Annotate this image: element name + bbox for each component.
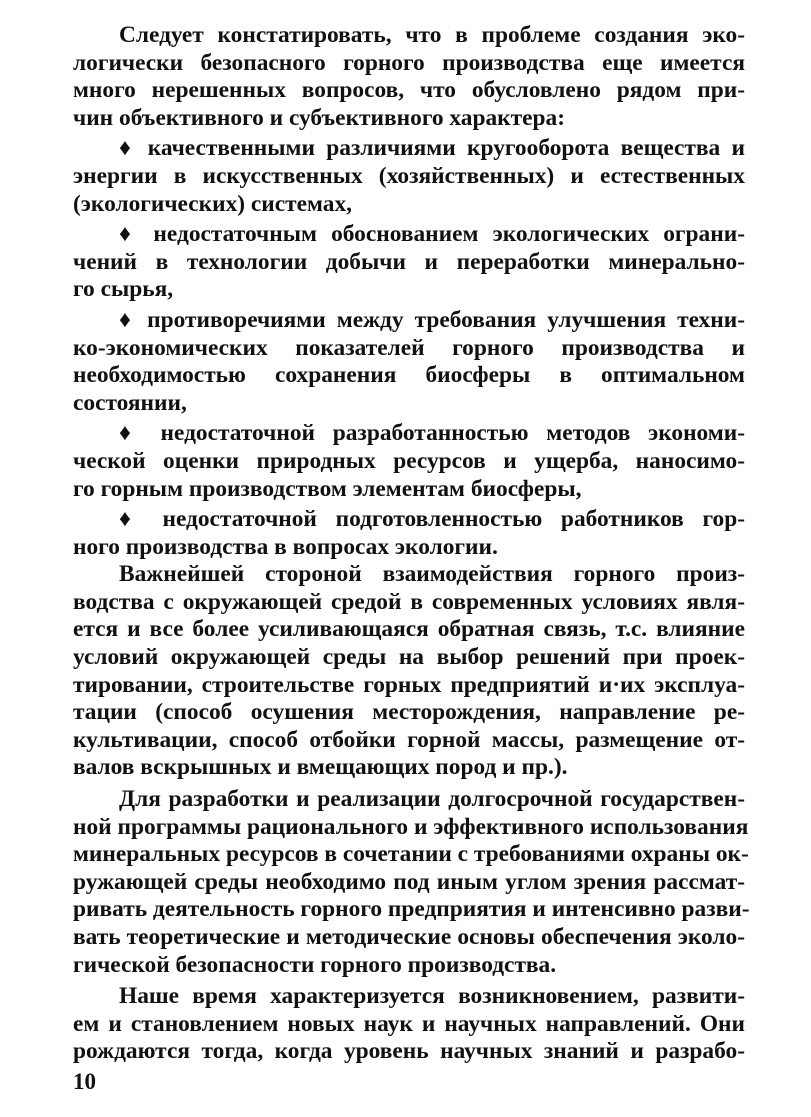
text-line: вать теоретические и методические основы обеспечения эколо- xyxy=(73,924,745,950)
text-line: условий окружающей среды на выбор решений при проек- xyxy=(73,644,745,671)
text-line: ружающей среды необходимо под иным углом зрения рассмат- xyxy=(73,868,745,895)
text-line: тировании, строительстве горных предприятий и·их эксплуа- xyxy=(73,671,745,698)
text-line: энергии в искусственных (хозяйственных) и естественных xyxy=(73,162,745,189)
text-line: Важнейшей стороной взаимодействия горного произ- xyxy=(119,561,745,588)
text-line: чений в технологии добычи и переработки минерально- xyxy=(73,248,745,275)
bullet-line: ♦ недостаточной подготовленностью работников гор- xyxy=(119,506,745,533)
text-line: минеральных ресурсов в сочетании с требованиями охраны ок- xyxy=(73,841,749,868)
text-line: ко-экономических показателей горного производства и xyxy=(73,334,745,361)
bullet-line: ♦ качественными различиями кругооборота вещества и xyxy=(119,135,745,162)
text-line: много нерешенных вопросов, что обусловлено рядом при- xyxy=(73,77,745,104)
text-line: ной программы рационального и эффективного использования xyxy=(73,813,749,840)
text-line: Наше время характеризуется возникновением, развити- xyxy=(119,983,745,1010)
text-line: тации (способ осушения месторождения, направление ре- xyxy=(73,699,745,726)
text-line: Следует констатировать, что в проблеме создания эко- xyxy=(119,22,745,48)
bullet-line: ♦ противоречиями между требования улучшения техни- xyxy=(119,306,745,333)
text-line: рождаются тогда, когда уровень научных знаний и разрабо- xyxy=(73,1038,745,1065)
text-line: ривать деятельность горного предприятия и интенсивно разви- xyxy=(73,896,750,923)
text-line: ется и все более усиливающаяся обратная связь, т.с. влияние xyxy=(73,616,745,643)
text-line: (экологических) системах, xyxy=(73,190,353,217)
text-line: необходимостью сохранения биосферы в оптимальном xyxy=(73,362,745,389)
text-line: го сырья, xyxy=(73,276,174,303)
text-line: культивации, способ отбойки горной массы, размещение от- xyxy=(73,726,745,753)
text-line: ем и становлением новых наук и научных направлений. Они xyxy=(73,1010,745,1037)
text-line: ного производства в вопросах экологии. xyxy=(73,533,498,560)
bullet-line: ♦ недостаточной разработанностью методов экономи- xyxy=(119,420,745,447)
text-line: го горным производством элементам биосферы, xyxy=(73,475,582,502)
text-line: валов вскрышных и вмещающих пород и пр.). xyxy=(73,754,568,781)
text-line: состоянии, xyxy=(73,389,187,416)
text-line: ческой оценки природных ресурсов и ущерба, наносимо- xyxy=(73,447,745,474)
text-line: водства с окружающей средой в современных условиях явля- xyxy=(73,588,745,615)
bullet-line: ♦ недостаточным обоснованием экологических ограни- xyxy=(119,221,745,248)
text-line: логически безопасного горного производства еще имеется xyxy=(73,49,745,76)
text-line: гической безопасности горного производства. xyxy=(73,951,557,978)
text-line: Для разработки и реализации долгосрочной государствен- xyxy=(119,786,745,813)
page-text xyxy=(73,22,750,1066)
page-number: 10 xyxy=(73,1069,96,1094)
text-line: чин объективного и субъективного характера: xyxy=(73,104,566,131)
